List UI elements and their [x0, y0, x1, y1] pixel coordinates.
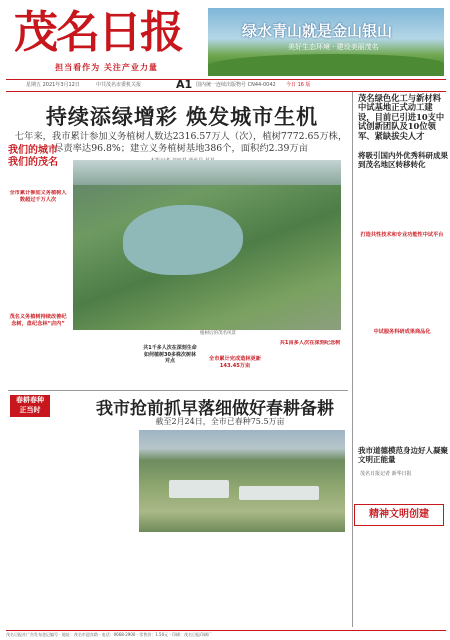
- publisher: 中共茂名市委机关报: [96, 82, 142, 88]
- lead-headline: 持续添绿增彩 焕发城市生机: [45, 104, 319, 129]
- lead-col4-head: 全市累计完成造林更新143.45万亩: [209, 356, 261, 369]
- page-number: A1: [176, 78, 193, 91]
- lead-col-2: [73, 340, 139, 390]
- info-bar: [6, 79, 446, 92]
- lead-col5-head: 茂名义务植树持续改善纪念树，盘纪念林“店内”: [9, 314, 67, 327]
- masthead-slogan: 担当看作为 关注产业力量: [55, 62, 158, 72]
- banner-hill: [208, 54, 444, 76]
- logo-line1: 我们的城市: [8, 145, 58, 156]
- page-footer: 茂名日报社广告发布登记编号 · 地址：茂名市迎宾路 · 电话：0668-2900 · 零售价：1.50元 · 印刷：茂名日报印刷厂: [6, 630, 446, 639]
- lead-col3-head: 共1千多人次在深刻生命如何植树30多株次树林对点: [143, 345, 197, 364]
- lead-col2-head: 共1亩多人次在深刻纪念树: [279, 340, 341, 346]
- issn: 国内统一连续出版物号 CN44-0042: [196, 82, 276, 88]
- section-divider: [8, 390, 348, 391]
- banner-ad: [208, 8, 444, 76]
- lead-col-2b: [275, 340, 345, 390]
- right-col-head: 打造共性技术和专业功能性中试平台: [360, 232, 444, 238]
- page-count: 今日 16 版: [286, 82, 311, 88]
- right-headline: 茂名绿色化工与新材料中试基地正式动工建设，目前已引进10支中试创新团队及10位领军、紧缺拔尖人才: [358, 93, 445, 141]
- civilization-box: 精神文明创建: [354, 504, 444, 526]
- right-bottom-sub: 茂名日报记者 新华日报: [360, 471, 412, 477]
- lead-col1-head: 全市累计参加义务植树人数超过千万人次: [9, 190, 67, 203]
- right-subheadline: 将吸引国内外优秀科研成果到茂名地区转移转化: [358, 151, 448, 169]
- right-body: [358, 172, 446, 412]
- lead-col-4: [200, 340, 270, 390]
- lead-photo: [73, 160, 341, 330]
- logo-line2: 我们的茂名: [8, 157, 58, 168]
- issue-date: 星期五 2021年3月12日: [26, 82, 80, 88]
- banner-tagline: 美好生态环境 · 建设美丽茂名: [288, 43, 379, 51]
- second-subheadline: 截至2月24日，全市已春种75.5万亩: [155, 417, 285, 426]
- greenhouse-2: [239, 486, 319, 500]
- lead-subheadline: 七年来，我市累计参加义务植树人数达2316.57万人（次），植树7772.65万株，尽责率达96.8%；建立义务植树基地386个，面积约2.39万亩: [14, 131, 348, 154]
- badge-line2: 正当时: [19, 406, 41, 414]
- badge-line1: 春耕春种: [16, 396, 44, 404]
- right-box-head: 中试服务科研成果商品化: [373, 329, 431, 335]
- column-divider: [352, 92, 353, 627]
- photo-lake: [123, 205, 243, 275]
- farm-photo: [139, 430, 345, 532]
- lead-col-1: [8, 190, 68, 395]
- second-left-cols: [8, 420, 136, 625]
- banner-headline: 绿水青山就是金山银山: [242, 22, 393, 40]
- spring-badge: [10, 395, 50, 417]
- masthead-title: 茂名日报: [14, 7, 182, 58]
- greenhouse-1: [169, 480, 229, 498]
- second-headline: 我市抢前抓早落细做好春耕备耕: [96, 399, 334, 419]
- right-bottom-headline: 我市道德模范身边好人凝聚文明正能量: [358, 446, 448, 464]
- photo-caption: 植树后的茂名风景: [200, 331, 236, 336]
- series-logo: [8, 145, 68, 183]
- photo-sky: [73, 160, 341, 185]
